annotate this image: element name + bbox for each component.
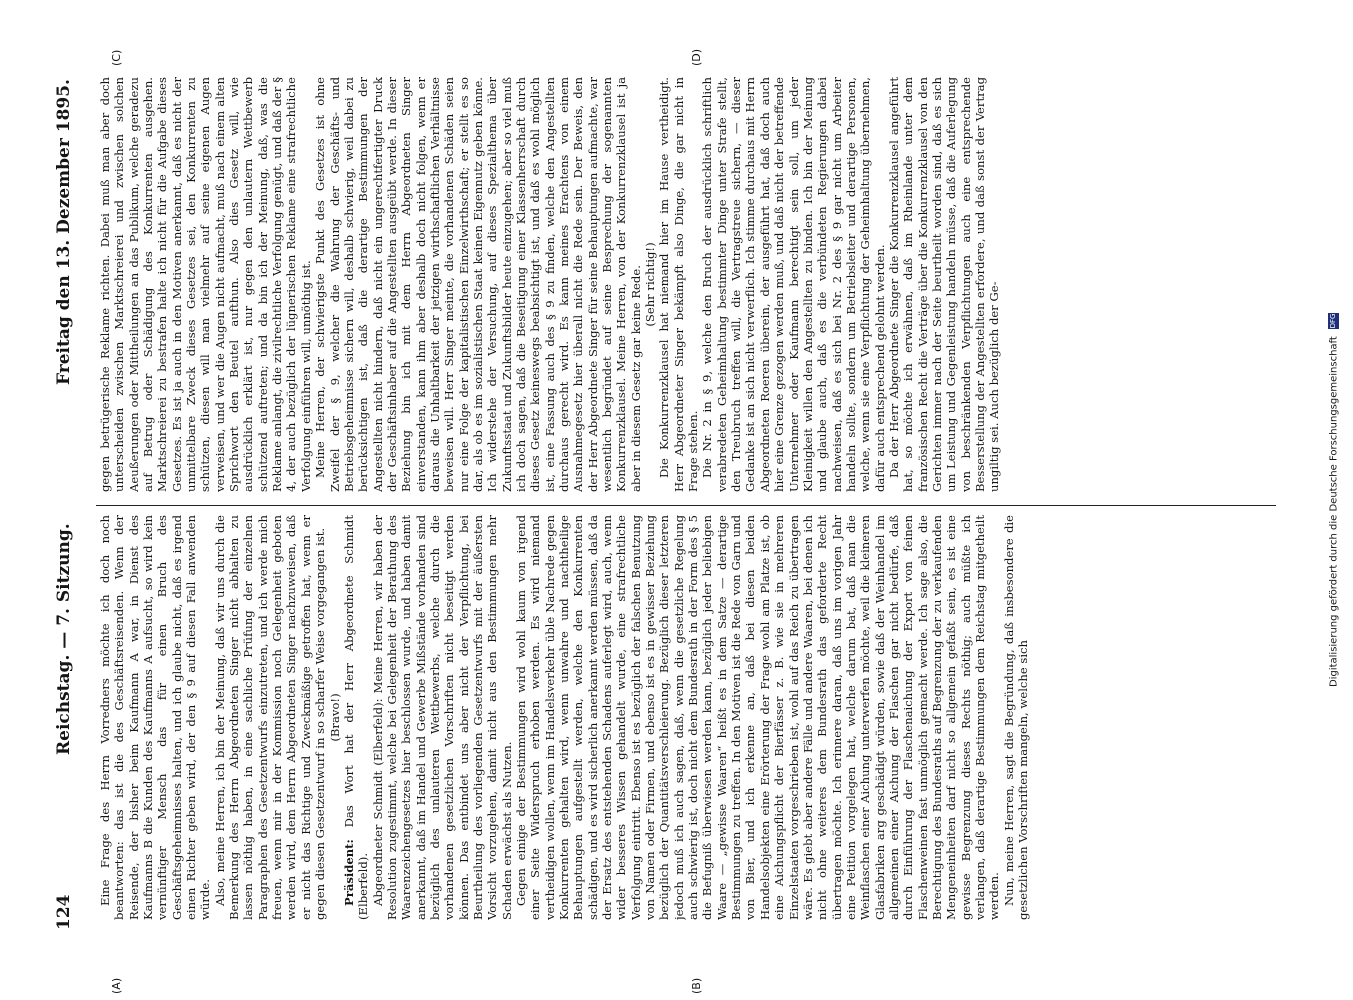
paragraph: Die Nr. 2 in § 9, welche den Bruch der ausdrücklich schriftlich verabredeten Geheimhaltung bestimmter Dinge unter Strafe stellt, den Treubruch treffen will, die Vertragstreue sichern, — dieser Gedanke ist an sich nicht verwerflich. Ich stimme durchaus mit Herrn Abgeordneten Roeren überein, der ausgeführt hat, daß doch auch hier eine Grenze gezogen werden muß, und daß nicht der betreffende Unternehmer oder Kaufmann berechtigt sein soll, um jeder Kleinigkeit willen den Angestellten zu binden. Ich bin der Meinung und glaube auch, daß es die verbündeten Regierungen dabei nachweisen, daß es sich bei Nr. 2 des § 9 gar nicht um Arbeiter handeln sollte, sondern um Betriebsleiter und derartige Personen, welche, wenn sie eine Verpflichtung der Geheimhaltung übernehmen, dafür auch entsprechend gelohnt werden. [700,77,887,492]
speaker-label: Abgeordneter Schmidt (Elberfeld): [370,698,385,906]
paragraph: Eine Frage des Herrn Vorredners möchte ich doch noch beantworten: das ist die des Geschäftsreisenden. Wenn der Reisende, der bisher beim Kaufmann A war, in Dienst des Kaufmanns B die Kunden des Kaufmanns A aufsucht, so wird kein vernünftiger Mensch das für einen Bruch des Geschäftsgeheimnisses halten, und ich glaube nicht, daß es irgend einen Richter geben wird, der den § 9 auf diesen Fall anwenden würde. [98,515,213,920]
margin-marker-c: (C) [110,49,123,66]
paragraph: Meine Herren, der schwierigste Punkt des Gesetzes ist ohne Zweifel der § 9, welcher die Wahrung der Geschäfts- und Betriebsgeheimnisse sichern will, deshalb schwierig, weil dabei zu berücksichtigen ist, daß die derartige Bestimmungen der Angestellten nicht hindern, daß nicht ein ungerechtfertigter Druck der Geschäftsinhaber auf die Angestellten ausgeübt werde. In dieser Beziehung bin ich mit dem Herrn Abgeordneten Singer einverstanden, kann ihm aber deshalb doch nicht folgen, wenn er daraus die Unhaltbarkeit der jetzigen wirthschaftlichen Verhältnisse beweisen will. Herr Singer meinte, die vorhandenen Schäden seien nur eine Folge der kapitalistischen Einzelwirthschaft; er stellt es so dar, als ob es im sozialistischen Staat keinen Eigennutz geben könne. Ich widerstehe der Versuchung, auf dieses Spezialthema über Zukunftsstaat und Zukunftsbilder heute einzugehen; aber so viel muß ich doch sagen, daß die Beseitigung einer Klassenherrschaft durch dieses Gesetz keineswegs beabsichtigt ist, und daß es wohl möglich ist, eine Fassung auch des § 9 zu finden, welche den Angestellten durchaus gerecht wird. Es kann meines Erachtens von einem Ausnahmegesetz hier überall nicht die Rede sein. Der Beweis, den der Herr Abgeordnete Singer für seine Behauptungen aufmachte, war wesentlich begründet auf seine Besprechung der sogenannten Konkurrenzklausel. Meine Herren, von der Konkurrenzklausel ist ja aber in diesem Gesetz gar keine Rede. [313,77,643,492]
interjection: (Sehr richtig!) [643,242,658,327]
credit-text: Digitalisierung gefördert durch die Deutsche Forschungsgemeinschaft [1328,336,1340,688]
speech-intro [371,515,514,920]
president-statement [342,515,371,920]
margin-marker-d: (D) [690,48,703,66]
paragraph: Die Konkurrenzklausel hat niemand hier im Hause vertheidigt. Herr Abgeordneter Singer bekämpft also Dinge, die gar nicht in Frage stehen. [657,77,701,492]
paragraph: gegen betrügerische Reklame richten. Dabei muß man aber doch unterscheiden zwischen Marktschreierei und zwischen solchen Aeußerungen oder Mittheilungen an das Publikum, welche geradezu auf Betrug oder Schädigung des Konkurrenten ausgehen. Marktschreierei zu bestrafen halte ich nicht für die Aufgabe dieses Gesetzes. Es ist ja auch in den Motiven anerkannt, daß es nicht der unmittelbare Zweck dieses Gesetzes sei, den Konkurrenten zu schützen, diesen will man vielmehr auf seine eigenen Augen verweisen, und wer die Augen nicht aufmacht, muß nach einem alten Sprichwort den Beutel aufthun. Also dies Gesetz will, wie ausdrücklich erklärt ist, nur gegen den unlautern Wettbewerb schützend auftreten; und da bin ich der Meinung, daß, was die Reklame anlangt, die zivilrechtliche Verfolgung genügt, und daß der § 4, der auch bezüglich der lügnerischen Reklame eine strafrechtliche Verfolgung einführen will, unnöthig ist. [98,77,313,492]
margin-marker-b: (B) [690,977,703,994]
speaker-text: Das Wort hat der Herr Abgeordnete Schmidt (Elberfeld). [341,515,371,920]
paragraph: Da der Herr Abgeordnete Singer die Konkurrenzklausel angeführt hat, so möchte ich erwähnen, daß im Rheinlande unter dem französischen Recht die Verträge über die Konkurrenzklausel von den Gerichten immer nach der Seite beurtheilt worden sind, daß es sich um Leistung und Gegenleistung handeln müsse, daß die Auferlegung von beschränkenden Verpflichtungen auch eine entsprechende Besserstellung der Angestellten erfordere, und daß sonst der Vertrag ungiltig sei. Auch bezüglich der Ge- [886,77,1002,492]
page-header [54,80,80,930]
column-divider [96,505,1276,506]
margin-marker-a: (A) [110,977,123,994]
left-column [98,515,1273,920]
paragraph: Also, meine Herren, ich bin der Meinung, daß wir uns durch die Bemerkung des Herrn Abgeordneten Singer nicht abhalten zu lassen nöthig haben, in eine sachliche Prüfung der einzelnen Paragraphen des Gesetzentwurfs einzutreten, und ich werde mich freuen, wenn mir in der Kommission noch Gelegenheit geboten werden wird, dem Herrn Abgeordneten Singer nachzuweisen, daß er nicht das Richtige und Zweckmäßige getroffen hat, wenn er gegen diesen Gesetzentwurf in so scharfer Weise vorgegangen ist. [212,515,328,920]
session-date: Freitag den 13. Dezember 1895. [54,79,74,385]
speaker-label: Präsident: [341,839,356,906]
page-number: 124 [54,894,74,930]
interjection: (Bravo!) [327,693,342,742]
digitization-credit [1328,0,1340,1000]
dfg-logo: DFG [1329,313,1337,329]
paragraph: Gegen einige der Bestimmungen wird wohl kaum von irgend einer Seite Widerspruch erhoben werden. Es wird niemand vertheidigen wollen, wenn im Handelsverkehr üble Nachrede gegen Konkurrenten gehalten wird, wenn unwahre und nachtheilige Behauptungen aufgestellt werden, welche den Konkurrenten schädigen, und es wird sicherlich anerkannt werden müssen, daß da der Ersatz des entstehenden Schadens auferlegt wird, auch, wenn wider besseres Wissen gehandelt wurde, eine strafrechtliche Verfolgung eintritt. Ebenso ist es bezüglich der falschen Benutzung von Namen oder Firmen, und ebenso ist es in gewisser Beziehung bezüglich der Quantitätsverschleierung. Bezüglich dieser letzteren jedoch muß ich auch sagen, daß, wenn die gesetzliche Regelung auch schwierig ist, doch nicht dem Bundesrath in der Form des § 5 die Befugniß überwiesen werden kann, bezüglich jeder beliebigen Waare — „gewisse Waaren“ heißt es in dem Satze — derartige Bestimmungen zu treffen. In den Motiven ist die Rede von Garn und von Bier, und ich erkenne an, daß bei diesen beiden Handelsobjekten eine Erörterung der Frage wohl am Platze ist, ob eine Aichungspflicht der Bierfässer z. B. wie sie in mehreren Einzelstaaten vorgeschrieben ist, wohl auf das Reich zu übertragen wäre. Es giebt aber andere Fälle und andere Waaren, bei denen ich nicht ohne weiteres dem Bundesrath das geforderte Recht übertragen möchte. Ich erinnere daran, daß uns im vorigen Jahr eine Petition vorgelegen hat, welche darum bat, daß man die Weinflaschen einer Aichung unterwerfen möchte, weil die kleineren Glasfabriken arg geschädigt würden, sowie daß der Weinhandel im allgemeinen einer Aichung der Flaschen gar nicht bedürfe, daß durch Einführung der Flaschenaichung der Export von feinen Flaschenweinen fast unmöglich gemacht werde. Ich sage also, die Berechtigung des Bundesraths auf Begrenzung der zu verkaufenden Mengeneinheiten darf nicht so allgemein gefaßt sein, es ist eine gewisse Begrenzung dieses Rechts nöthig; auch müßte ich verlangen, daß derartige Bestimmungen dem Reichstag mitgetheilt werden. [513,515,1002,920]
speaker-text: Meine Herren, wir haben der Resolution zugestimmt, welche bei Gelegenheit der Berathung des Waarenzeichengesetzes hier beschlossen wurde, und haben damit anerkannt, daß im Handel und Gewerbe Mißstände vorhanden sind bezüglich des unlauteren Wettbewerbs, welche durch die vorhandenen gesetzlichen Vorschriften nicht beseitigt werden können. Das entbindet uns aber nicht der Verpflichtung, bei Beurtheilung des vorliegenden Gesetzentwurfs mit der äußersten Vorsicht vorzugehen, damit nicht aus den Bestimmungen mehr Schaden erwächst als Nutzen. [370,515,514,920]
right-column [98,77,1273,492]
paragraph: Nun, meine Herren, sagt die Begründung, daß insbesondere die gesetzlichen Vorschriften mangeln, welche sich [1001,515,1030,920]
session-title: Reichstag. — 7. Sitzung. [54,523,74,755]
